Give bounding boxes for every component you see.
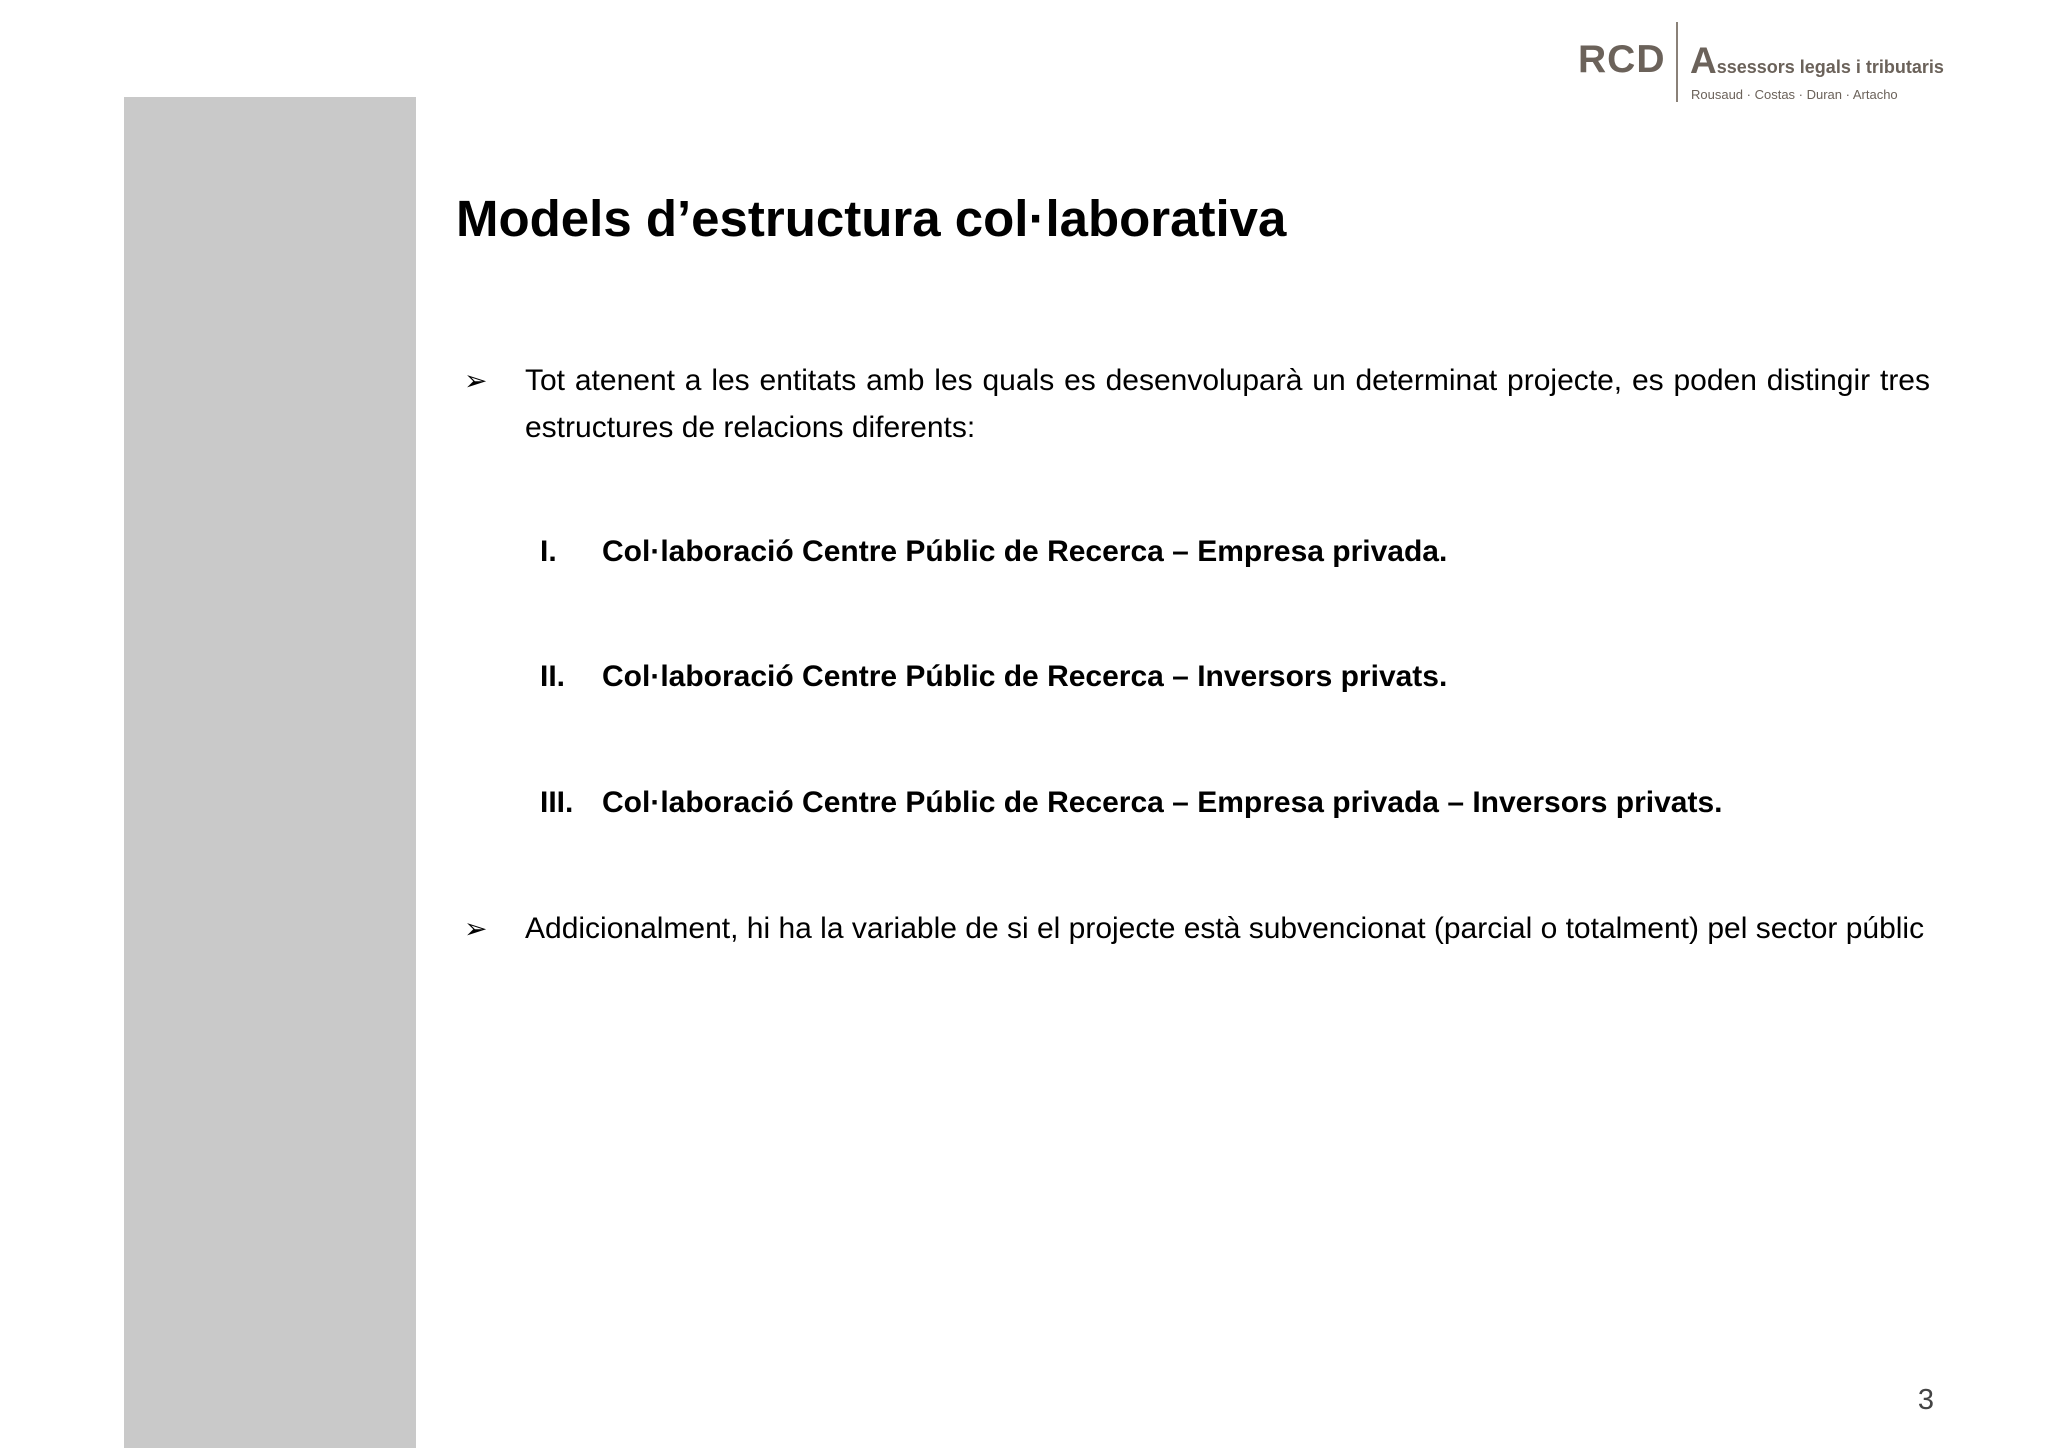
arrow-bullet-icon: ➢ (464, 365, 488, 396)
page-number: 3 (1917, 1384, 1934, 1416)
list-item (540, 653, 1920, 700)
bullet-item (464, 357, 1930, 451)
bullet-item (464, 905, 1930, 952)
arrow-bullet-icon: ➢ (464, 913, 488, 944)
logo-brand: RCD (1578, 38, 1666, 81)
logo-tagline-initial: A (1690, 40, 1717, 81)
bullet-text: Tot atenent a les entitats amb les quals es desenvoluparà un determinat projecte, es poden distingir tres estructures de relacions diferents: (525, 364, 1930, 444)
list-item (540, 779, 1920, 826)
logo-divider (1676, 22, 1678, 102)
side-band (124, 97, 416, 1448)
rcd-logo (1578, 22, 1978, 102)
list-item-text: Col·laboració Centre Públic de Recerca – Empresa privada – Inversors privats. (602, 786, 1723, 819)
list-item-numeral: I. (540, 535, 557, 568)
page-title: Models d’estructura col·laborativa (456, 190, 1287, 247)
logo-partners: Rousaud · Costas · Duran · Artacho (1691, 87, 1898, 102)
bullet-text: Addicionalment, hi ha la variable de si el projecte està subvencionat (parcial o totalment) pel sector públic (525, 912, 1925, 945)
list-item-numeral: III. (540, 786, 574, 819)
logo-tagline-rest: ssessors legals i tributaris (1716, 57, 1944, 77)
list-item-text: Col·laboració Centre Públic de Recerca – Inversors privats. (602, 660, 1448, 693)
list-item (540, 528, 1920, 575)
list-item-text: Col·laboració Centre Públic de Recerca – Empresa privada. (602, 535, 1448, 568)
logo-tagline (1690, 42, 1944, 79)
list-item-numeral: II. (540, 660, 566, 693)
